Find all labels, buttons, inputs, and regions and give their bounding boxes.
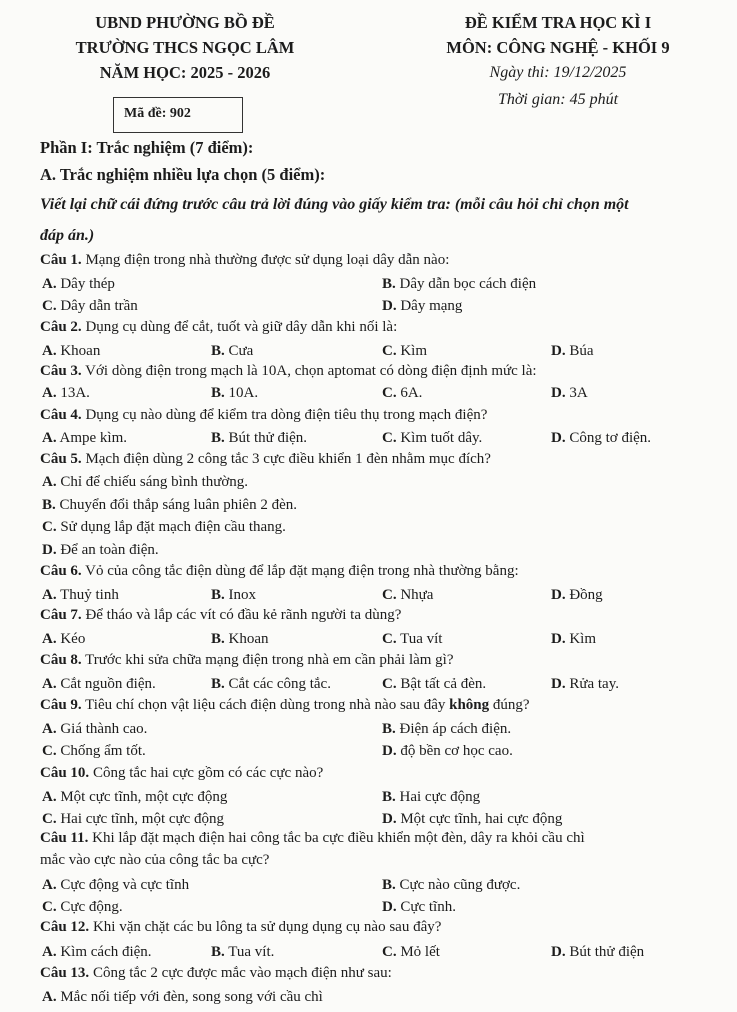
option-text: Rửa tay.: [565, 676, 619, 692]
option-text: Chỉ để chiếu sáng bình thường.: [56, 474, 249, 490]
exam-duration: Thời gian: 45 phút: [497, 91, 619, 108]
option-text: Khoan: [224, 631, 269, 647]
answer-option: [211, 385, 258, 402]
option-text: 3A: [565, 385, 588, 401]
answer-option: [551, 676, 619, 693]
question-9: [40, 697, 530, 714]
question-label: Câu 12.: [40, 919, 90, 935]
answer-option: [211, 343, 253, 360]
answer-option: [42, 877, 189, 894]
option-letter: B.: [382, 789, 396, 805]
answer-option: [551, 385, 588, 402]
answer-option: [551, 587, 603, 604]
exam-title: ĐỀ KIỂM TRA HỌC KÌ I: [464, 13, 652, 32]
option-letter: A.: [42, 587, 57, 603]
question-label: Câu 7.: [40, 607, 82, 623]
school-year: NĂM HỌC: 2025 - 2026: [99, 63, 271, 82]
exam-date: Ngày thi: 19/12/2025: [489, 64, 627, 81]
answer-option: [42, 343, 100, 360]
question-text: Khi lắp đặt mạch điện hai công tắc ba cực điều khiển một đèn, dây ra khỏi cầu chì: [88, 830, 585, 846]
answer-option: [42, 631, 85, 648]
option-text: Điện áp cách điện.: [395, 721, 512, 737]
answer-option: [551, 944, 644, 961]
option-letter: B.: [211, 944, 225, 960]
option-letter: C.: [382, 631, 397, 647]
answer-option: [382, 276, 536, 293]
question-text: Với dòng điện trong mạch là 10A, chọn aptomat có dòng điện định mức là:: [81, 363, 537, 379]
question-10: [40, 765, 323, 782]
question-text: Để tháo và lắp các vít có đầu kẻ rãnh người ta dùng?: [81, 607, 402, 623]
option-letter: C.: [382, 343, 397, 359]
answer-option: [551, 631, 596, 648]
option-letter: D.: [551, 944, 566, 960]
question-text: Vỏ của công tắc điện dùng để lắp đặt mạng điện trong nhà thường bằng:: [81, 563, 519, 579]
question-label: Câu 1.: [40, 252, 82, 268]
option-text: Cực nào cũng được.: [395, 877, 521, 893]
question-label: Câu 2.: [40, 319, 82, 335]
option-letter: A.: [42, 631, 57, 647]
option-letter: D.: [551, 430, 566, 446]
question-label: Câu 10.: [40, 765, 90, 781]
option-letter: C.: [42, 899, 57, 915]
option-letter: A.: [42, 430, 57, 446]
option-text: Ampe kìm.: [56, 430, 128, 446]
answer-option: [42, 474, 248, 491]
option-letter: A.: [42, 676, 57, 692]
option-letter: A.: [42, 276, 57, 292]
question-text: Dụng cụ nào dùng để kiểm tra dòng điện tiêu thụ trong mạch điện?: [81, 407, 488, 423]
option-text: Nhựa: [396, 587, 434, 603]
option-text: Một cực tĩnh, hai cực động: [396, 811, 563, 827]
option-letter: B.: [211, 430, 225, 446]
option-text: Giá thành cao.: [56, 721, 148, 737]
option-text: Để an toàn điện.: [56, 542, 159, 558]
answer-option: [42, 989, 323, 1006]
question-13: [40, 965, 392, 982]
option-text: Kéo: [56, 631, 86, 647]
option-letter: C.: [42, 811, 57, 827]
option-letter: B.: [382, 721, 396, 737]
school-header: [40, 10, 330, 85]
option-letter: D.: [42, 542, 57, 558]
option-text: Dây dẫn bọc cách điện: [395, 276, 537, 292]
option-letter: A.: [42, 385, 57, 401]
question-text: Mạng điện trong nhà thường được sử dụng loại dây dẫn nào:: [81, 252, 450, 268]
option-text: Inox: [224, 587, 257, 603]
answer-option: [211, 587, 256, 604]
answer-option: [382, 631, 442, 648]
option-letter: A.: [42, 877, 57, 893]
option-letter: C.: [42, 519, 57, 535]
option-text: Tua vít: [396, 631, 443, 647]
answer-option: [42, 298, 138, 315]
option-text: Bật tất cả đèn.: [396, 676, 487, 692]
question-text: Khi vặn chặt các bu lông ta sử dụng dụng cụ nào sau đây?: [89, 919, 442, 935]
answer-option: [42, 811, 224, 828]
option-letter: A.: [42, 474, 57, 490]
answer-option: [42, 430, 127, 447]
option-text: Công tơ điện.: [565, 430, 652, 446]
answer-option: [42, 899, 123, 916]
option-letter: B.: [211, 343, 225, 359]
option-letter: A.: [42, 789, 57, 805]
answer-option: [42, 587, 119, 604]
option-letter: D.: [382, 811, 397, 827]
question-5: [40, 451, 491, 468]
question-4: [40, 407, 487, 424]
answer-option: [211, 631, 269, 648]
question-text: Trước khi sửa chữa mạng điện trong nhà em cần phải làm gì?: [81, 652, 454, 668]
option-letter: B.: [211, 587, 225, 603]
option-letter: B.: [382, 276, 396, 292]
ward-name: UBND PHƯỜNG BỒ ĐỀ: [95, 13, 275, 32]
answer-option: [382, 587, 433, 604]
option-text: Búa: [565, 343, 594, 359]
question-label: Câu 4.: [40, 407, 82, 423]
option-letter: C.: [42, 743, 57, 759]
question-text: Tiêu chí chọn vật liệu cách điện dùng trong nhà nào sau đây: [81, 697, 450, 713]
option-text: Kìm tuốt dây.: [396, 430, 483, 446]
option-text: Cực động và cực tĩnh: [56, 877, 190, 893]
option-letter: C.: [382, 944, 397, 960]
answer-option: [211, 430, 307, 447]
answer-option: [382, 676, 486, 693]
exam-code-box: Mã đề: 902: [113, 97, 243, 133]
option-text: Dây dẫn trần: [56, 298, 138, 314]
option-letter: B.: [42, 497, 56, 513]
option-text: Kìm: [565, 631, 597, 647]
option-letter: A.: [42, 343, 57, 359]
section-a-title: A. Trắc nghiệm nhiều lựa chọn (5 điểm):: [40, 165, 326, 184]
answer-option: [382, 721, 511, 738]
answer-option: [42, 385, 90, 402]
option-letter: B.: [211, 676, 225, 692]
option-text: Dây mạng: [396, 298, 463, 314]
answer-option: [42, 944, 152, 961]
question-text: Dụng cụ dùng để cắt, tuốt và giữ dây dẫn khi nối là:: [81, 319, 398, 335]
question-6: [40, 563, 519, 580]
answer-option: [551, 430, 651, 447]
question-3: [40, 363, 537, 380]
answer-option: [42, 519, 286, 536]
option-letter: A.: [42, 989, 57, 1005]
option-letter: C.: [382, 385, 397, 401]
answer-option: [42, 789, 227, 806]
option-letter: D.: [551, 385, 566, 401]
option-letter: C.: [382, 430, 397, 446]
option-text: 13A.: [56, 385, 90, 401]
school-name: TRƯỜNG THCS NGỌC LÂM: [75, 38, 295, 57]
question-12: [40, 919, 441, 936]
answer-option: [382, 811, 562, 828]
answer-option: [211, 944, 274, 961]
exam-header: [408, 10, 708, 112]
question-label: Câu 3.: [40, 363, 82, 379]
option-letter: D.: [551, 676, 566, 692]
answer-option: [382, 343, 427, 360]
answer-option: [382, 877, 520, 894]
option-text: Khoan: [56, 343, 101, 359]
question-label: Câu 8.: [40, 652, 82, 668]
question-label: Câu 9.: [40, 697, 82, 713]
option-text: Một cực tĩnh, một cực động: [56, 789, 228, 805]
question-label: Câu 5.: [40, 451, 82, 467]
option-text: Thuỷ tinh: [56, 587, 119, 603]
answer-option: [551, 343, 594, 360]
question-label: Câu 13.: [40, 965, 90, 981]
question-label: Câu 11.: [40, 830, 89, 846]
option-text: Mỏ lết: [396, 944, 440, 960]
answer-option: [382, 944, 440, 961]
option-text: Mắc nối tiếp với đèn, song song với cầu chì: [56, 989, 323, 1005]
option-text: Cắt các công tắc.: [224, 676, 331, 692]
option-text: Bút thử điện: [565, 944, 645, 960]
option-text: Dây thép: [56, 276, 115, 292]
part1-title: Phần I: Trắc nghiệm (7 điểm):: [40, 138, 254, 157]
question-emphasis: không: [449, 697, 490, 713]
option-text: 6A.: [396, 385, 423, 401]
answer-option: [382, 899, 456, 916]
option-letter: D.: [382, 298, 397, 314]
question-2: [40, 319, 397, 336]
answer-option: [382, 789, 480, 806]
option-letter: A.: [42, 944, 57, 960]
question-11: [40, 830, 585, 847]
option-text: Hai cực động: [395, 789, 481, 805]
answer-option: [42, 721, 147, 738]
option-text: Đồng: [565, 587, 603, 603]
question-text-line-2: mắc vào cực nào của công tắc ba cực?: [40, 852, 270, 868]
option-letter: B.: [211, 385, 225, 401]
option-text: Tua vít.: [224, 944, 275, 960]
answer-option: [42, 276, 115, 293]
option-text: độ bền cơ học cao.: [396, 743, 513, 759]
option-text: Chuyển đổi thắp sáng luân phiên 2 đèn.: [55, 497, 297, 513]
option-letter: D.: [382, 899, 397, 915]
option-text: Cắt nguồn điện.: [56, 676, 156, 692]
answer-option: [382, 298, 462, 315]
exam-subject: MÔN: CÔNG NGHỆ - KHỐI 9: [446, 38, 670, 57]
question-text: Công tắc 2 cực được mắc vào mạch điện như sau:: [89, 965, 392, 981]
option-text: Cực động.: [56, 899, 123, 915]
option-letter: C.: [382, 587, 397, 603]
instruction-line-2: đáp án.): [40, 227, 95, 244]
question-8: [40, 652, 454, 669]
option-text: Hai cực tĩnh, một cực động: [56, 811, 225, 827]
question-text: Mạch điện dùng 2 công tắc 3 cực điều khiển 1 đèn nhằm mục đích?: [81, 451, 491, 467]
option-letter: D.: [551, 587, 566, 603]
option-letter: B.: [211, 631, 225, 647]
option-text: Cực tĩnh.: [396, 899, 456, 915]
answer-option: [211, 676, 331, 693]
answer-option: [42, 743, 146, 760]
answer-option: [382, 385, 422, 402]
option-letter: D.: [382, 743, 397, 759]
option-text: Sử dụng lắp đặt mạch điện cầu thang.: [56, 519, 286, 535]
question-label: Câu 6.: [40, 563, 82, 579]
answer-option: [42, 497, 297, 514]
answer-option: [42, 542, 159, 559]
option-letter: B.: [382, 877, 396, 893]
option-letter: D.: [551, 343, 566, 359]
question-text-end: đúng?: [489, 697, 530, 713]
option-text: 10A.: [224, 385, 259, 401]
question-7: [40, 607, 401, 624]
instruction-line-1: Viết lại chữ cái đứng trước câu trả lời đúng vào giấy kiểm tra: (mỗi câu hỏi chỉ chọn một: [40, 196, 629, 213]
option-text: Cưa: [224, 343, 254, 359]
question-1: [40, 252, 449, 269]
option-letter: C.: [382, 676, 397, 692]
option-letter: C.: [42, 298, 57, 314]
option-text: Kìm cách điện.: [56, 944, 152, 960]
option-letter: D.: [551, 631, 566, 647]
option-text: Bút thử điện.: [224, 430, 308, 446]
answer-option: [382, 430, 482, 447]
option-text: Kìm: [396, 343, 428, 359]
option-text: Chống ẩm tốt.: [56, 743, 146, 759]
question-text: Công tắc hai cực gồm có các cực nào?: [89, 765, 324, 781]
answer-option: [382, 743, 513, 760]
answer-option: [42, 676, 156, 693]
option-letter: A.: [42, 721, 57, 737]
